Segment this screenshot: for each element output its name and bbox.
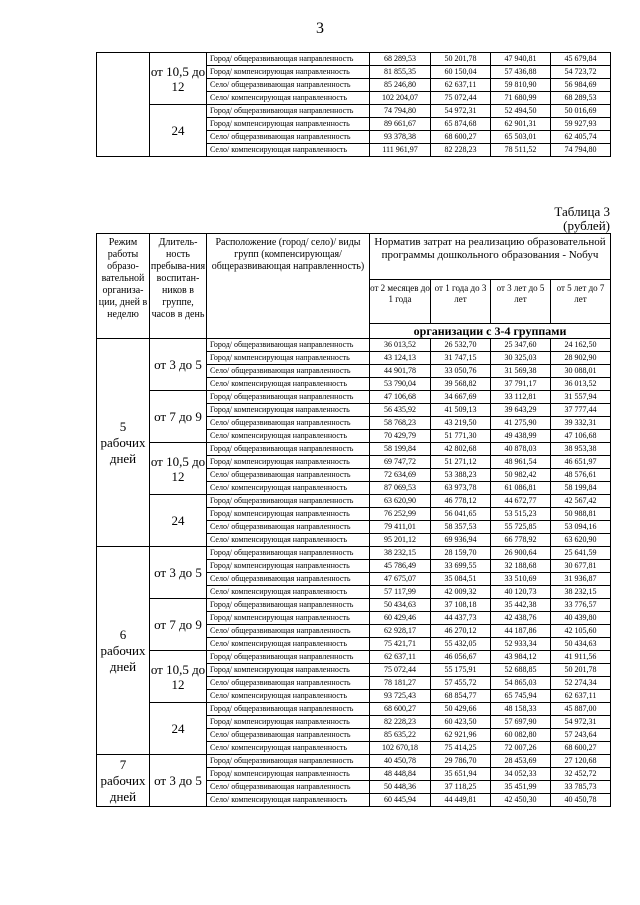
- value-cell: 37 118,25: [431, 781, 491, 794]
- location-cell: Село/ общеразвивающая направленность: [207, 625, 370, 638]
- location-cell: Село/ компенсирующая направленность: [207, 586, 370, 599]
- value-cell: 53 515,23: [491, 508, 551, 521]
- value-cell: 57 455,72: [431, 677, 491, 690]
- value-cell: 55 175,91: [431, 664, 491, 677]
- value-cell: 41 275,90: [491, 417, 551, 430]
- value-cell: 50 429,66: [431, 703, 491, 716]
- duration-cell: от 10,5 до 12: [150, 651, 207, 703]
- value-cell: 93 378,38: [370, 131, 431, 144]
- value-cell: 60 082,80: [491, 729, 551, 742]
- value-cell: 55 432,05: [431, 638, 491, 651]
- value-cell: 63 973,78: [431, 482, 491, 495]
- location-cell: Город/ общеразвивающая направленность: [207, 495, 370, 508]
- value-cell: 31 557,94: [551, 391, 611, 404]
- value-cell: 31 569,38: [491, 365, 551, 378]
- location-cell: Село/ общеразвивающая направленность: [207, 573, 370, 586]
- location-cell: Город/ компенсирующая направленность: [207, 456, 370, 469]
- value-cell: 62 637,11: [370, 651, 431, 664]
- mode-cell: 5 рабочих дней: [97, 339, 150, 547]
- header-age-col: от 2 месяцев до 1 года: [370, 280, 431, 324]
- value-cell: 46 270,12: [431, 625, 491, 638]
- header-age-col: от 3 лет до 5 лет: [491, 280, 551, 324]
- duration-cell: от 7 до 9: [150, 391, 207, 443]
- mode-cell: 6 рабочих дней: [97, 547, 150, 755]
- value-cell: 63 620,90: [551, 534, 611, 547]
- location-cell: Село/ общеразвивающая направленность: [207, 729, 370, 742]
- location-cell: Город/ компенсирующая направленность: [207, 118, 370, 131]
- table-row: [97, 755, 611, 768]
- location-cell: Село/ общеразвивающая направленность: [207, 781, 370, 794]
- value-cell: 50 201,78: [551, 664, 611, 677]
- location-cell: Село/ общеразвивающая направленность: [207, 79, 370, 92]
- value-cell: 44 187,86: [491, 625, 551, 638]
- value-cell: 60 429,46: [370, 612, 431, 625]
- duration-cell: от 3 до 5: [150, 547, 207, 599]
- value-cell: 54 972,31: [431, 105, 491, 118]
- value-cell: 30 325,03: [491, 352, 551, 365]
- value-cell: 54 723,72: [551, 66, 611, 79]
- location-cell: Город/ компенсирующая направленность: [207, 508, 370, 521]
- value-cell: 102 670,18: [370, 742, 431, 755]
- value-cell: 111 961,97: [370, 144, 431, 157]
- location-cell: Город/ общеразвивающая направленность: [207, 547, 370, 560]
- value-cell: 51 271,12: [431, 456, 491, 469]
- value-cell: 44 449,81: [431, 794, 491, 807]
- value-cell: 59 927,93: [551, 118, 611, 131]
- table-row: [97, 105, 611, 118]
- value-cell: 75 421,71: [370, 638, 431, 651]
- value-cell: 46 651,97: [551, 456, 611, 469]
- header-mode: Режим работы образо-вательной организа-ции, дней в неделю: [97, 234, 150, 339]
- value-cell: 26 900,64: [491, 547, 551, 560]
- value-cell: 40 450,78: [370, 755, 431, 768]
- header-duration: Длитель-ность пребыва-ния воспитан-ников в группе, часов в день: [150, 234, 207, 339]
- value-cell: 43 219,50: [431, 417, 491, 430]
- location-cell: Село/ общеразвивающая направленность: [207, 131, 370, 144]
- value-cell: 36 013,52: [551, 378, 611, 391]
- value-cell: 56 041,65: [431, 508, 491, 521]
- duration-cell: от 10,5 до 12: [150, 443, 207, 495]
- location-cell: Город/ компенсирующая направленность: [207, 612, 370, 625]
- value-cell: 40 439,80: [551, 612, 611, 625]
- location-cell: Город/ общеразвивающая направленность: [207, 755, 370, 768]
- value-cell: 60 423,50: [431, 716, 491, 729]
- value-cell: 29 786,70: [431, 755, 491, 768]
- value-cell: 33 112,81: [491, 391, 551, 404]
- value-cell: 95 201,12: [370, 534, 431, 547]
- value-cell: 35 451,99: [491, 781, 551, 794]
- value-cell: 50 448,36: [370, 781, 431, 794]
- table-row: [97, 443, 611, 456]
- value-cell: 46 056,67: [431, 651, 491, 664]
- location-cell: Город/ общеразвивающая направленность: [207, 339, 370, 352]
- value-cell: 72 007,26: [491, 742, 551, 755]
- value-cell: 50 988,81: [551, 508, 611, 521]
- value-cell: 39 643,29: [491, 404, 551, 417]
- value-cell: 42 105,60: [551, 625, 611, 638]
- table-caption-title: Таблица 3: [554, 204, 610, 219]
- value-cell: 81 855,35: [370, 66, 431, 79]
- value-cell: 56 435,92: [370, 404, 431, 417]
- value-cell: 53 790,04: [370, 378, 431, 391]
- page-number: 3: [316, 20, 324, 37]
- location-cell: Село/ компенсирующая направленность: [207, 482, 370, 495]
- value-cell: 44 437,73: [431, 612, 491, 625]
- value-cell: 35 651,94: [431, 768, 491, 781]
- mode-cell: 7 рабочих дней: [97, 755, 150, 807]
- table-row: [97, 599, 611, 612]
- location-cell: Город/ общеразвивающая направленность: [207, 105, 370, 118]
- header-age-col: от 1 года до 3 лет: [431, 280, 491, 324]
- value-cell: 42 450,30: [491, 794, 551, 807]
- value-cell: 34 052,33: [491, 768, 551, 781]
- value-cell: 28 453,69: [491, 755, 551, 768]
- value-cell: 69 747,72: [370, 456, 431, 469]
- duration-cell: 24: [150, 495, 207, 547]
- value-cell: 39 332,31: [551, 417, 611, 430]
- table-row: [97, 651, 611, 664]
- value-cell: 58 768,23: [370, 417, 431, 430]
- value-cell: 56 984,69: [551, 79, 611, 92]
- value-cell: 39 568,82: [431, 378, 491, 391]
- location-cell: Село/ компенсирующая направленность: [207, 638, 370, 651]
- value-cell: 57 697,90: [491, 716, 551, 729]
- value-cell: 50 434,63: [370, 599, 431, 612]
- value-cell: 65 503,01: [491, 131, 551, 144]
- value-cell: 30 088,01: [551, 365, 611, 378]
- value-cell: 48 576,61: [551, 469, 611, 482]
- value-cell: 32 452,72: [551, 768, 611, 781]
- location-cell: Село/ компенсирующая направленность: [207, 144, 370, 157]
- location-cell: Село/ компенсирующая направленность: [207, 378, 370, 391]
- value-cell: 62 921,96: [431, 729, 491, 742]
- value-cell: 33 699,55: [431, 560, 491, 573]
- top-table: [96, 52, 611, 157]
- value-cell: 74 794,80: [370, 105, 431, 118]
- value-cell: 35 084,51: [431, 573, 491, 586]
- duration-cell: от 3 до 5: [150, 755, 207, 807]
- mode-cell: [97, 53, 150, 157]
- value-cell: 36 013,52: [370, 339, 431, 352]
- value-cell: 41 911,56: [551, 651, 611, 664]
- value-cell: 42 567,42: [551, 495, 611, 508]
- value-cell: 59 810,90: [491, 79, 551, 92]
- value-cell: 47 106,68: [551, 430, 611, 443]
- location-cell: Село/ компенсирующая направленность: [207, 92, 370, 105]
- value-cell: 50 016,69: [551, 105, 611, 118]
- value-cell: 52 933,34: [491, 638, 551, 651]
- value-cell: 38 232,15: [370, 547, 431, 560]
- value-cell: 85 635,22: [370, 729, 431, 742]
- value-cell: 60 445,94: [370, 794, 431, 807]
- value-cell: 68 854,77: [431, 690, 491, 703]
- value-cell: 41 509,13: [431, 404, 491, 417]
- location-cell: Город/ компенсирующая направленность: [207, 768, 370, 781]
- value-cell: 102 204,07: [370, 92, 431, 105]
- value-cell: 75 414,25: [431, 742, 491, 755]
- value-cell: 74 794,80: [551, 144, 611, 157]
- location-cell: Город/ компенсирующая направленность: [207, 664, 370, 677]
- value-cell: 53 388,23: [431, 469, 491, 482]
- table-row: [97, 703, 611, 716]
- value-cell: 50 982,42: [491, 469, 551, 482]
- table-row: [97, 495, 611, 508]
- value-cell: 25 347,60: [491, 339, 551, 352]
- table-row: [97, 547, 611, 560]
- value-cell: 31 747,15: [431, 352, 491, 365]
- value-cell: 58 199,84: [370, 443, 431, 456]
- value-cell: 31 936,87: [551, 573, 611, 586]
- value-cell: 62 405,74: [551, 131, 611, 144]
- value-cell: 61 086,81: [491, 482, 551, 495]
- value-cell: 27 120,68: [551, 755, 611, 768]
- value-cell: 49 438,99: [491, 430, 551, 443]
- value-cell: 45 679,84: [551, 53, 611, 66]
- value-cell: 43 984,12: [491, 651, 551, 664]
- value-cell: 37 108,18: [431, 599, 491, 612]
- location-cell: Село/ компенсирующая направленность: [207, 534, 370, 547]
- header-age-col: от 5 лет до 7 лет: [551, 280, 611, 324]
- value-cell: 51 771,30: [431, 430, 491, 443]
- value-cell: 65 874,68: [431, 118, 491, 131]
- value-cell: 47 106,68: [370, 391, 431, 404]
- value-cell: 32 188,68: [491, 560, 551, 573]
- duration-cell: 24: [150, 105, 207, 157]
- header-normative: Норматив затрат на реализацию образовательной программы дошкольного образования - Nобуч: [370, 234, 611, 280]
- value-cell: 48 158,33: [491, 703, 551, 716]
- value-cell: 34 667,69: [431, 391, 491, 404]
- value-cell: 72 634,69: [370, 469, 431, 482]
- header-location: Расположение (город/ село)/ виды групп (компенсирующая/ общеразвивающая направленность): [207, 234, 370, 339]
- value-cell: 50 434,63: [551, 638, 611, 651]
- value-cell: 65 745,94: [491, 690, 551, 703]
- value-cell: 79 411,01: [370, 521, 431, 534]
- value-cell: 57 243,64: [551, 729, 611, 742]
- value-cell: 69 936,94: [431, 534, 491, 547]
- location-cell: Город/ компенсирующая направленность: [207, 560, 370, 573]
- value-cell: 33 785,73: [551, 781, 611, 794]
- value-cell: 52 494,50: [491, 105, 551, 118]
- value-cell: 48 448,84: [370, 768, 431, 781]
- value-cell: 93 725,43: [370, 690, 431, 703]
- location-cell: Город/ компенсирующая направленность: [207, 716, 370, 729]
- value-cell: 44 672,77: [491, 495, 551, 508]
- location-cell: Село/ общеразвивающая направленность: [207, 677, 370, 690]
- value-cell: 38 232,15: [551, 586, 611, 599]
- value-cell: 63 620,90: [370, 495, 431, 508]
- value-cell: 45 887,00: [551, 703, 611, 716]
- value-cell: 68 600,27: [551, 742, 611, 755]
- value-cell: 25 641,59: [551, 547, 611, 560]
- value-cell: 40 878,03: [491, 443, 551, 456]
- value-cell: 68 289,53: [370, 53, 431, 66]
- value-cell: 45 786,49: [370, 560, 431, 573]
- value-cell: 43 124,13: [370, 352, 431, 365]
- location-cell: Село/ компенсирующая направленность: [207, 794, 370, 807]
- location-cell: Город/ общеразвивающая направленность: [207, 599, 370, 612]
- value-cell: 68 289,53: [551, 92, 611, 105]
- value-cell: 57 436,88: [491, 66, 551, 79]
- value-cell: 46 778,12: [431, 495, 491, 508]
- duration-cell: 24: [150, 703, 207, 755]
- value-cell: 66 778,92: [491, 534, 551, 547]
- value-cell: 60 150,04: [431, 66, 491, 79]
- value-cell: 70 429,79: [370, 430, 431, 443]
- location-cell: Город/ общеразвивающая направленность: [207, 53, 370, 66]
- value-cell: 78 181,27: [370, 677, 431, 690]
- location-cell: Село/ компенсирующая направленность: [207, 742, 370, 755]
- duration-cell: от 10,5 до 12: [150, 53, 207, 105]
- table-units: (рублей): [563, 218, 610, 233]
- value-cell: 37 791,17: [491, 378, 551, 391]
- location-cell: Город/ компенсирующая направленность: [207, 404, 370, 417]
- location-cell: Город/ общеразвивающая направленность: [207, 391, 370, 404]
- location-cell: Город/ компенсирующая направленность: [207, 66, 370, 79]
- value-cell: 58 199,84: [551, 482, 611, 495]
- value-cell: 33 050,76: [431, 365, 491, 378]
- value-cell: 68 600,27: [370, 703, 431, 716]
- value-cell: 62 637,11: [431, 79, 491, 92]
- location-cell: Город/ компенсирующая направленность: [207, 352, 370, 365]
- value-cell: 42 438,76: [491, 612, 551, 625]
- value-cell: 50 201,78: [431, 53, 491, 66]
- value-cell: 58 357,53: [431, 521, 491, 534]
- value-cell: 33 776,57: [551, 599, 611, 612]
- value-cell: 71 680,99: [491, 92, 551, 105]
- duration-cell: от 3 до 5: [150, 339, 207, 391]
- value-cell: 55 725,85: [491, 521, 551, 534]
- main-table: [96, 233, 611, 807]
- value-cell: 24 162,50: [551, 339, 611, 352]
- value-cell: 30 677,81: [551, 560, 611, 573]
- location-cell: Город/ общеразвивающая направленность: [207, 703, 370, 716]
- value-cell: 28 902,90: [551, 352, 611, 365]
- location-cell: Село/ общеразвивающая направленность: [207, 417, 370, 430]
- value-cell: 87 069,53: [370, 482, 431, 495]
- value-cell: 54 865,03: [491, 677, 551, 690]
- value-cell: 89 661,67: [370, 118, 431, 131]
- location-cell: Город/ общеразвивающая направленность: [207, 443, 370, 456]
- header-org-group: организации с 3-4 группами: [370, 324, 611, 339]
- table-row: [97, 53, 611, 66]
- value-cell: 85 246,80: [370, 79, 431, 92]
- value-cell: 26 532,70: [431, 339, 491, 352]
- location-cell: Село/ общеразвивающая направленность: [207, 469, 370, 482]
- value-cell: 57 117,99: [370, 586, 431, 599]
- value-cell: 52 688,85: [491, 664, 551, 677]
- value-cell: 62 928,17: [370, 625, 431, 638]
- value-cell: 33 510,69: [491, 573, 551, 586]
- value-cell: 37 777,44: [551, 404, 611, 417]
- value-cell: 82 228,23: [431, 144, 491, 157]
- value-cell: 42 802,68: [431, 443, 491, 456]
- value-cell: 40 120,73: [491, 586, 551, 599]
- location-cell: Город/ общеразвивающая направленность: [207, 651, 370, 664]
- value-cell: 38 953,38: [551, 443, 611, 456]
- value-cell: 42 009,32: [431, 586, 491, 599]
- value-cell: 62 637,11: [551, 690, 611, 703]
- value-cell: 75 072,44: [370, 664, 431, 677]
- duration-cell: от 7 до 9: [150, 599, 207, 651]
- value-cell: 52 274,34: [551, 677, 611, 690]
- value-cell: 48 961,54: [491, 456, 551, 469]
- location-cell: Село/ компенсирующая направленность: [207, 690, 370, 703]
- table-row: [97, 339, 611, 352]
- value-cell: 68 600,27: [431, 131, 491, 144]
- location-cell: Село/ общеразвивающая направленность: [207, 521, 370, 534]
- value-cell: 75 072,44: [431, 92, 491, 105]
- value-cell: 47 940,81: [491, 53, 551, 66]
- value-cell: 44 901,78: [370, 365, 431, 378]
- table-row: [97, 391, 611, 404]
- value-cell: 40 450,78: [551, 794, 611, 807]
- value-cell: 28 159,70: [431, 547, 491, 560]
- location-cell: Село/ компенсирующая направленность: [207, 430, 370, 443]
- location-cell: Село/ общеразвивающая направленность: [207, 365, 370, 378]
- value-cell: 53 094,16: [551, 521, 611, 534]
- value-cell: 47 675,07: [370, 573, 431, 586]
- value-cell: 54 972,31: [551, 716, 611, 729]
- value-cell: 82 228,23: [370, 716, 431, 729]
- table-caption: [554, 205, 610, 233]
- value-cell: 35 442,38: [491, 599, 551, 612]
- value-cell: 62 901,31: [491, 118, 551, 131]
- value-cell: 78 511,52: [491, 144, 551, 157]
- value-cell: 76 252,99: [370, 508, 431, 521]
